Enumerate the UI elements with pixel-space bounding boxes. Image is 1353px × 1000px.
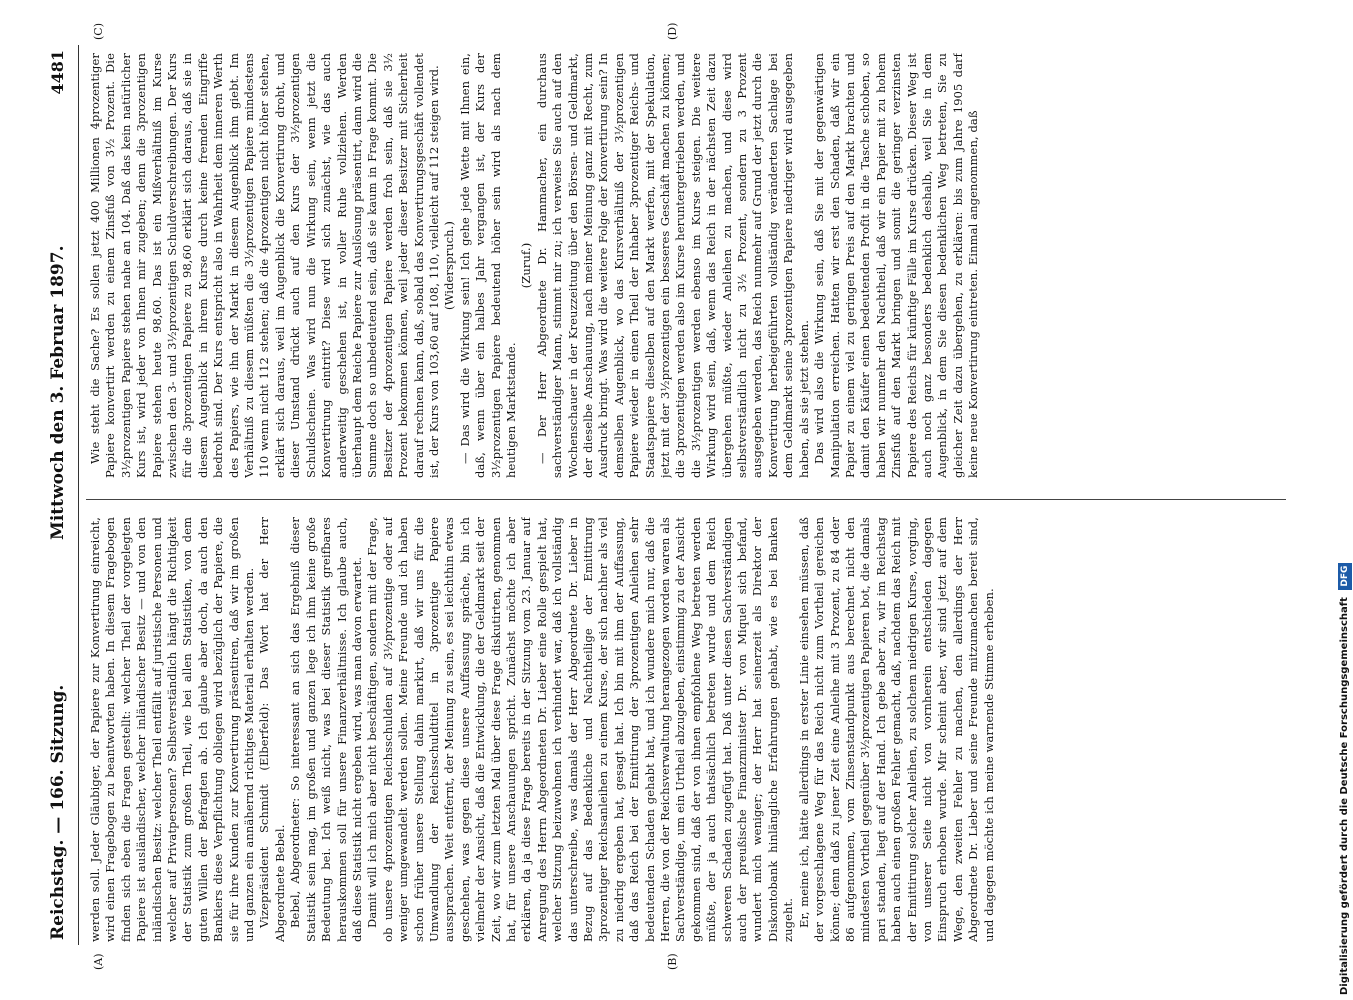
header-date: Mittwoch den 3. Februar 1897. bbox=[48, 245, 68, 540]
paragraph: Wie steht die Sache? Es sollen jetzt 400 Millionen 4prozentiger Papiere konvertirt werden zu einem Zinsfuß von 3½ Prozent. Die 3½prozentigen Papiere stehen nahe an 104. Daß das kein natürlicher Kurs ist, wird jeder von Ihnen mir zugeben; denn die 3prozentigen Papiere stehen heute 98,60. Das ist ein Mißverhältniß im Kurse zwischen den 3- und 3½prozentigen Schuldverschreibungen. Der Kurs für die 3prozentigen Papiere zu 98,60 erklärt sich daraus, daß sie in diesem Augenblick in ihrem Kurse durch keine fremden Eingriffe bedroht sind. Der Kurs entspricht also in Wahrheit dem inneren Werth des Papiers, wie ihn der Markt in diesem Augenblick ihm giebt. Im Verhältniß zu diesem müßten die 3½prozentigen Papiere mindestens 110 wenn nicht 112 stehen; daß die 4prozentigen nicht höher stehen, erklärt sich daraus, weil im Augenblick die Konvertirung droht, und dieser Umstand drückt auch auf den Kurs der 3½prozentigen Schuldscheine. Was wird nun die Wirkung sein, wenn jetzt die Konvertirung eintritt? Diese wird sich zunächst, wie das auch anderweitig geschehen ist, in voller Ruhe vollziehen. Werden überhaupt dem Reiche Papiere zur Auslösung präsentirt, dann wird die Summe doch so unbedeutend sein, daß sie kaum in Frage kommt. Die Besitzer der 4prozentigen Papiere werden froh sein, daß sie 3½ Prozent bekommen können, weil jeder dieser Besitzer mit Sicherheit darauf rechnen kann, daß, sobald das Konvertirungsgeschäft vollendet ist, der Kurs von 103,60 auf 108, 110, vielleicht auf 112 steigen wird. bbox=[88, 53, 441, 478]
credit-text: Digitalisierung gefördert durch die Deutsche Forschungsgemeinschaft bbox=[1339, 597, 1350, 995]
margin-marker-d: (D) bbox=[666, 22, 679, 40]
paragraph: Er, meine ich, hätte allerdings in erster Linie einsehen müssen, daß der vorgeschlagene Weg für das Reich nicht zum Vortheil gereichen könne; denn daß zu jener Zeit eine Anleihe mit 3 Prozent, zu 84 oder 86 aufgenommen, vom Zinsenstandpunkt aus berechnet nicht den mindesten Vortheil gegenüber 3½prozentigen Papieren bot, die damals pari standen, liegt auf der Hand. Ich gebe aber zu, wir im Reichstag haben auch einen großen Fehler gemacht, daß, nachdem das Reich mit der Emittirung solcher Anleihen, zu solchem niedrigen Kurse, vorging, von unserer Seite nicht von vornherein entschieden dagegen Einspruch erhoben wurde. Mir scheint aber, wir sind jetzt auf dem Wege, den zweiten Fehler zu machen, den allerdings der Herr Abgeordnete Dr. Lieber und seine Freunde mitzumachen bereit sind, und dagegen möchte ich meine warnende Stimme erheben. bbox=[796, 517, 996, 942]
paragraph: Bebel, Abgeordneter: So interessant an sich das Ergebniß dieser Statistik sein mag, im großen und ganzen lege ich ihm keine große Bedeutung bei. Ich weiß nicht, was bei dieser Statistik greifbares herauskommen soll für unsere Finanzverhältnisse. Ich glaube auch, daß diese Statistik nicht ergeben wird, was man davon erwartet. bbox=[288, 517, 364, 942]
column-divider bbox=[86, 499, 1286, 500]
dfg-logo: DFG bbox=[1338, 563, 1352, 590]
interjection: (Zuruf.) bbox=[519, 242, 534, 289]
page-number: 4481 bbox=[48, 50, 67, 95]
right-column bbox=[88, 53, 1288, 478]
paragraph: Das wird also die Wirkung sein, daß Sie mit der gegenwärtigen Manipulation erreichen. Hatten wir erst den Schaden, daß wir ein Papier zu einem viel zu geringen Preis auf den Markt brachten und damit den Käufer einen bedeutenden Profit in die Tasche schoben, so haben wir nunmehr den Nachtheil, daß wir ein Papier mit zu hohem Zinsfuß auf den Markt bringen und somit die geringer verzinsten Papiere des Reichs für künftige Fälle im Kurse drücken. Dieser Weg ist auch noch ganz besonders bedenklich deshalb, weil Sie in dem Augenblick, in dem Sie diesen bedenklichen Weg betreten, Sie zu gleicher Zeit dazu übergehen, zu erklären: bis zum Jahre 1905 darf keine neue Konvertirung eintreten. Einmal angenommen, daß bbox=[812, 53, 981, 478]
paragraph: — Der Herr Abgeordnete Dr. Hammacher, ein durchaus sachverständiger Mann, stimmt mir zu; ich verweise Sie auch auf den Wochenschauer in der Kreuzzeitung über den Börsen- und Geldmarkt, der dieselbe Anschauung, nach meiner Meinung ganz mit Recht, zum Ausdruck bringt. Was wird die weitere Folge der Konvertirung sein? In demselben Augenblick, wo das Kursverhältniß der 3½prozentigen Papiere wieder in einen Theil der Inhaber 3prozentiger Reichs- und Staatspapiere dieselben auf den Markt werfen, mit der Spekulation, jetzt mit der 3½prozentigen ein besseres Geschäft machen zu können; die 3prozentigen werden also im Kurse heruntergetrieben werden, und die 3½prozentigen werden ebenso im Kurse steigen. Die weitere Wirkung wird sein, daß, wenn das Reich in der nächsten Zeit dazu übergehen müßte, wieder Anleihen zu machen, und diese wird selbstverständlich nicht zu 3½ Prozent, sondern zu 3 Prozent ausgegeben werden, das Reich nunmehr auf Grund der jetzt durch die Konvertirung herbeigeführten vollständig veränderten Sachlage bei dem Geldmarkt seine 3prozentigen Papiere niedriger wird ausgegeben haben, als sie jetzt stehen. bbox=[534, 53, 811, 478]
margin-marker-a: (A) bbox=[92, 953, 105, 970]
paragraph: Vizepräsident Schmidt (Elberfeld): Das Wort hat der Herr Abgeordnete Bebel. bbox=[257, 517, 287, 942]
left-column bbox=[88, 517, 1288, 942]
digitization-credit bbox=[1338, 5, 1352, 995]
paragraph: Damit will ich mich aber nicht beschäftigen, sondern mit der Frage, ob unsere 4prozentigen Reichsschulden auf 3½prozentige oder auf weniger umgewandelt werden sollen. Meine Freunde und ich haben schon früher unsere Stellung dahin markirt, daß wir uns für die Umwandlung der Reichsschuldtitel in 3prozentige Papiere aussprachen. Weit entfernt, der Meinung zu sein, es sei leichthin etwas geschehen, was gegen diese unsere Auffassung spräche, bin ich vielmehr der Ansicht, daß die Entwicklung, die der Geldmarkt seit der Zeit, wo wir zum letzten Mal über diese Frage diskutirten, genommen hat, für unsere Anschauungen spricht. Zunächst möchte ich aber erklären, da ja diese Frage bereits in der Sitzung vom 23. Januar auf Anregung des Herrn Abgeordneten Dr. Lieber eine Rolle gespielt hat, welcher Sitzung beizuwohnen ich verhindert war, daß ich vollständig das unterschreibe, was damals der Herr Abgeordnete Dr. Lieber in Bezug auf das Bedenkliche und Nachtheilige der Emittirung 3prozentiger Reichsanleihen zu einem Kurse, der sich nachher als viel zu niedrig ergeben hat, gesagt hat. Ich bin mit ihm der Auffassung, daß das Reich bei der Emittirung der 3prozentigen Anleihen sehr bedeutenden Schaden gehabt hat, und ich wundere mich nur, daß die Herren, die von der Reichsverwaltung herangezogen worden waren als Sachverständige, um ein Urtheil abzugeben, einstimmig zu der Ansicht gekommen sind, daß der von ihnen empfohlene Weg betreten werden müßte, der ja auch thatsächlich betreten wurde und dem Reich schweren Schaden zugefügt hat. Daß unter diesen Sachverständigen auch der preußische Finanzminister Dr. von Miquel sich befand, wundert mich weniger; der Herr hat seinerzeit als Direktor der Diskontobank hinlängliche Erfahrungen gehabt, wie es bei Banken zugeht. bbox=[365, 517, 796, 942]
margin-marker-b: (B) bbox=[666, 953, 679, 970]
header-left: Reichstag. — 166. Sitzung. bbox=[48, 684, 68, 940]
page-header bbox=[48, 30, 78, 970]
paragraph: werden soll. Jeder Gläubiger, der Papiere zur Konvertirung einreicht, wird einen Fragebogen zu beantworten haben. In diesem Fragebogen finden sich eben die Fragen gestellt: welcher Theil der vorgelegten Papiere ist ausländischer, welcher inländischer Besitz — und von den inländischen Besitz: welcher Theil entfällt auf juristische Personen und welcher auf Privatpersonen? Selbstverständlich hängt die Richtigkeit der Statistik zum großen Theil, wie bei allen Statistiken, von dem guten Willen der Befragten ab. Ich glaube aber doch, da auch den Bankiers diese Verpflichtung obliegen wird bezüglich der Papiere, die sie für ihre Kunden zur Konvertirung präsentiren, daß wir im großen und ganzen ein annähernd richtiges Material erhalten werden. bbox=[88, 517, 257, 942]
header-rule bbox=[78, 45, 79, 945]
paragraph: — Das wird die Wirkung sein! Ich gehe jede Wette mit Ihnen ein, daß, wenn über ein halbes Jahr vergangen ist, der Kurs der 3½prozentigen Papiere bedeutend höher sein wird als nach dem heutigen Marktstande. bbox=[457, 53, 518, 478]
interjection: (Widerspruch.) bbox=[442, 221, 457, 311]
margin-marker-c: (C) bbox=[92, 23, 105, 40]
